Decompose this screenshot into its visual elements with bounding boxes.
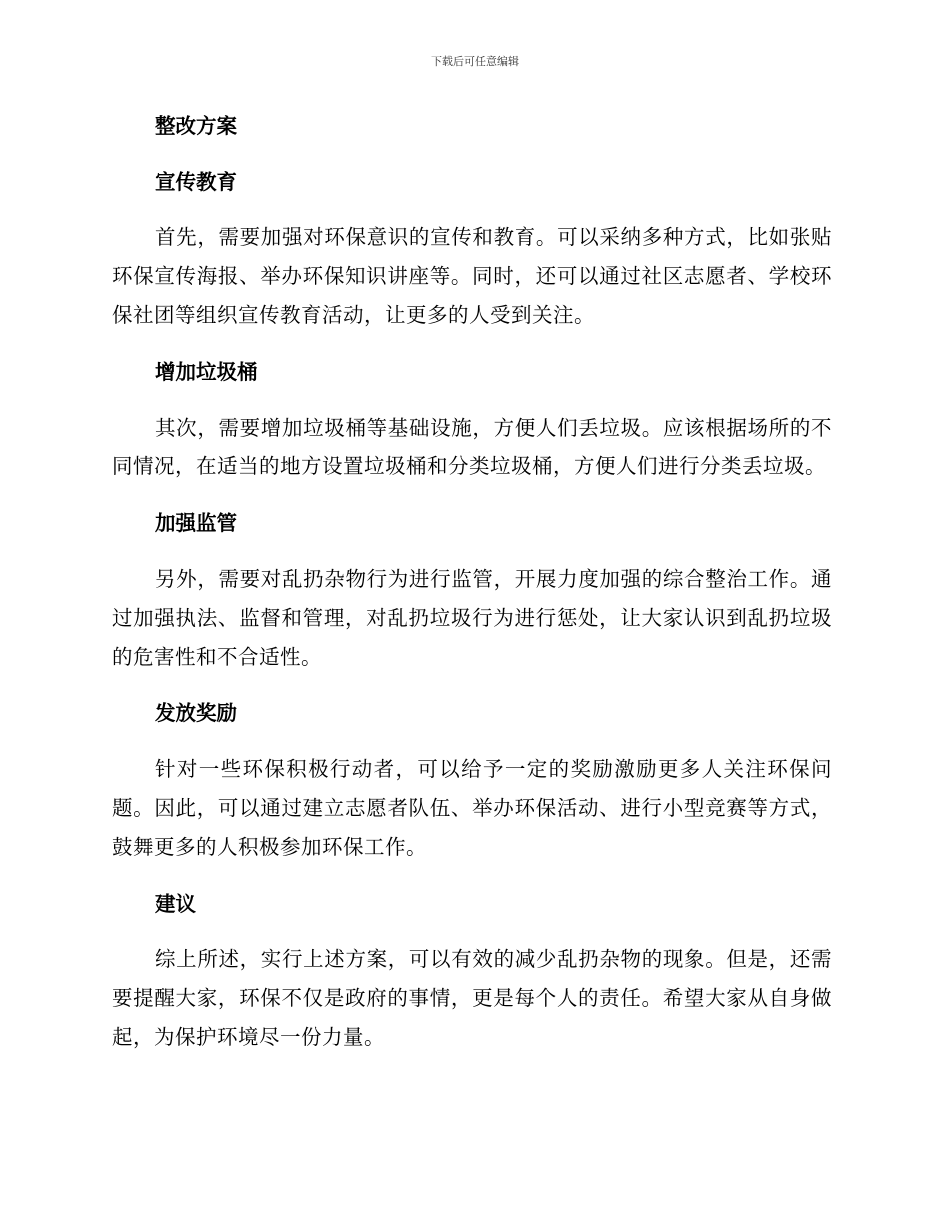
section-heading-suggestions: 建议 xyxy=(155,891,196,916)
section-paragraph-publicity: 首先，需要加强对环保意识的宣传和教育。可以采纳多种方式，比如张贴环保宣传海报、举办环保知识讲座等。同时，还可以通过社区志愿者、学校环保社团等组织宣传教育活动，让更多的人受到关注。 xyxy=(112,225,832,327)
page-header: 下载后可任意编辑 xyxy=(431,55,519,68)
section-paragraph-suggestions: 综上所述，实行上述方案，可以有效的减少乱扔杂物的现象。但是，还需要提醒大家，环保不仅是政府的事情，更是每个人的责任。希望大家从自身做起，为保护环境尽一份力量。 xyxy=(112,947,832,1049)
section-heading-publicity: 宣传教育 xyxy=(155,169,237,194)
document-title: 整改方案 xyxy=(155,114,237,138)
section-paragraph-rewards: 针对一些环保积极行动者，可以给予一定的奖励激励更多人关注环保问题。因此，可以通过建立志愿者队伍、举办环保活动、进行小型竞赛等方式，鼓舞更多的人积极参加环保工作。 xyxy=(112,757,832,859)
section-paragraph-trash-bins: 其次，需要增加垃圾桶等基础设施，方便人们丢垃圾。应该根据场所的不同情况，在适当的地方设置垃圾桶和分类垃圾桶，方便人们进行分类丢垃圾。 xyxy=(112,415,832,479)
section-heading-rewards: 发放奖励 xyxy=(155,701,237,726)
document-body xyxy=(112,107,832,1075)
section-paragraph-supervision: 另外，需要对乱扔杂物行为进行监管，开展力度加强的综合整治工作。通过加强执法、监督和管理，对乱扔垃圾行为进行惩处，让大家认识到乱扔垃圾的危害性和不合适性。 xyxy=(112,566,832,669)
section-heading-supervision: 加强监管 xyxy=(155,511,237,536)
section-heading-trash-bins: 增加垃圾桶 xyxy=(155,359,258,384)
